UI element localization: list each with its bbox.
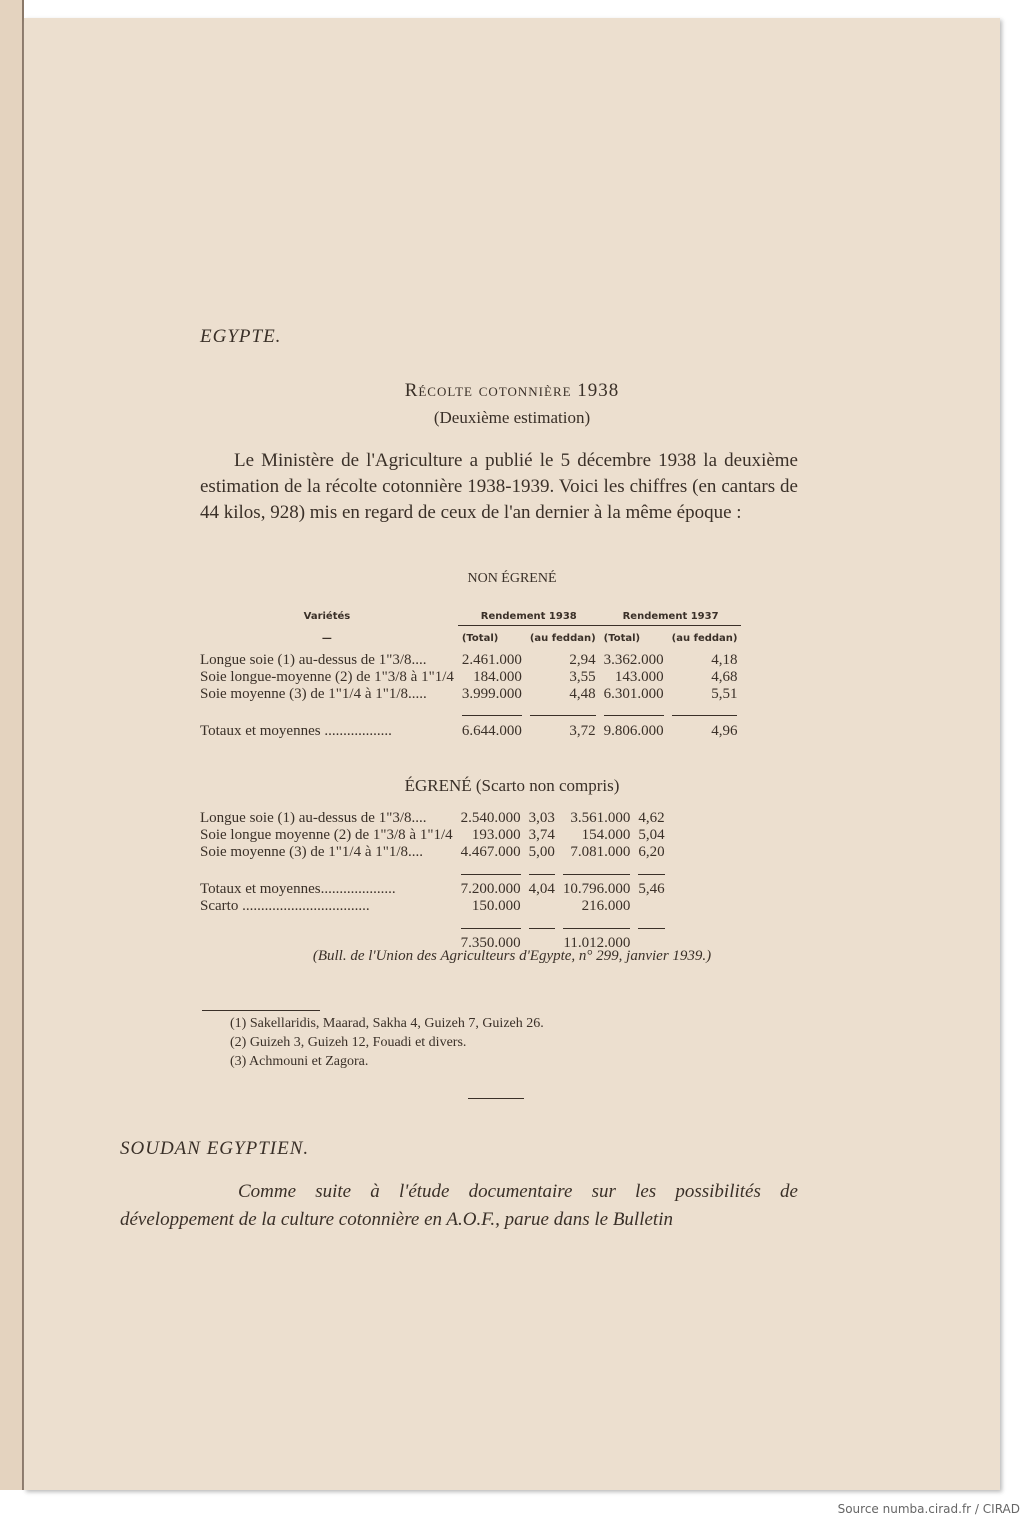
section-divider [468, 1098, 524, 1099]
table-row: Soie longue-moyenne (2) de 1"3/8 à 1"1/4 184.000 3,55 143.000 4,68 [200, 668, 738, 685]
scarto-row: Scarto .................................. 150.000 216.000 [200, 898, 631, 914]
source-credit: Source numba.cirad.fr / CIRAD [837, 1502, 1020, 1516]
total-row: Totaux et moyennes.................... 7.200.000 4,04 10.796.000 5,46 [200, 881, 665, 897]
footnote: (3) Achmouni et Zagora. [230, 1054, 369, 1069]
document-page [24, 18, 1000, 1490]
footnotes [230, 1014, 544, 1071]
table-row: Soie moyenne (3) de 1"1/4 à 1"1/8.... 4.467.000 5,00 7.081.000 6,20 [200, 844, 665, 860]
sub-header: (Total) [461, 633, 499, 645]
section-title-egypte: EGYPTE. [200, 326, 282, 347]
subheading: (Deuxième estimation) [433, 408, 591, 427]
sub-header: (au feddan) [529, 633, 596, 645]
intro-paragraph: Le Ministère de l'Agriculture a publié le 5 décembre 1938 la deuxième estimation de la récolte cotonnière 1938-1939. Voici les chiffres (en cantars de 44 kilos, 928) mis en regard de ceux de l'an dernier à la même époque : [200, 450, 798, 523]
table1-title: NON ÉGRENÉ [467, 571, 557, 586]
soudan-paragraph: Comme suite à l'étude documentaire sur les possibilités de développement de la culture cotonnière en A.O.F., parue dans le Bulletin [120, 1181, 798, 1230]
table-row: Soie longue moyenne (2) de 1"3/8 à 1"1/4 193.000 3,74 154.000 5,04 [200, 827, 665, 843]
col-header-1938: Rendement 1938 [458, 608, 600, 626]
sub-header: (Total) [603, 633, 641, 645]
table2 [196, 810, 669, 952]
table1 [196, 608, 741, 740]
col-header-varietes: Variétés [303, 611, 351, 623]
heading: Récolte cotonnière 1938 [404, 380, 620, 401]
previous-page-edge [0, 0, 24, 1490]
total-row: Totaux et moyennes .................. 6.644.000 3,72 9.806.000 4,96 [200, 722, 738, 739]
table-row: Soie moyenne (3) de 1"1/4 à 1"1/8..... 3.999.000 4,48 6.301.000 5,51 [200, 685, 738, 702]
table-row: Longue soie (1) au-dessus de 1"3/8.... 2.540.000 3,03 3.561.000 4,62 [200, 810, 665, 826]
table-row: Longue soie (1) au-dessus de 1"3/8.... 2.461.000 2,94 3.362.000 4,18 [200, 651, 738, 668]
dash: — [321, 633, 332, 644]
section-title-soudan: SOUDAN EGYPTIEN. [120, 1138, 310, 1159]
grand-total-row: 7.350.000 11.012.000 [460, 935, 631, 951]
footnote: (1) Sakellaridis, Maarad, Sakha 4, Guizeh 7, Guizeh 26. [230, 1016, 544, 1031]
source-citation: (Bull. de l'Union des Agriculteurs d'Egypte, n° 299, janvier 1939.) [312, 948, 712, 964]
footnote-rule [202, 1010, 320, 1011]
footnote: (2) Guizeh 3, Guizeh 12, Fouadi et divers. [230, 1035, 467, 1050]
table2-title: ÉGRENÉ (Scarto non compris) [404, 776, 620, 795]
col-header-1937: Rendement 1937 [600, 608, 742, 626]
sub-header: (au feddan) [671, 633, 738, 645]
